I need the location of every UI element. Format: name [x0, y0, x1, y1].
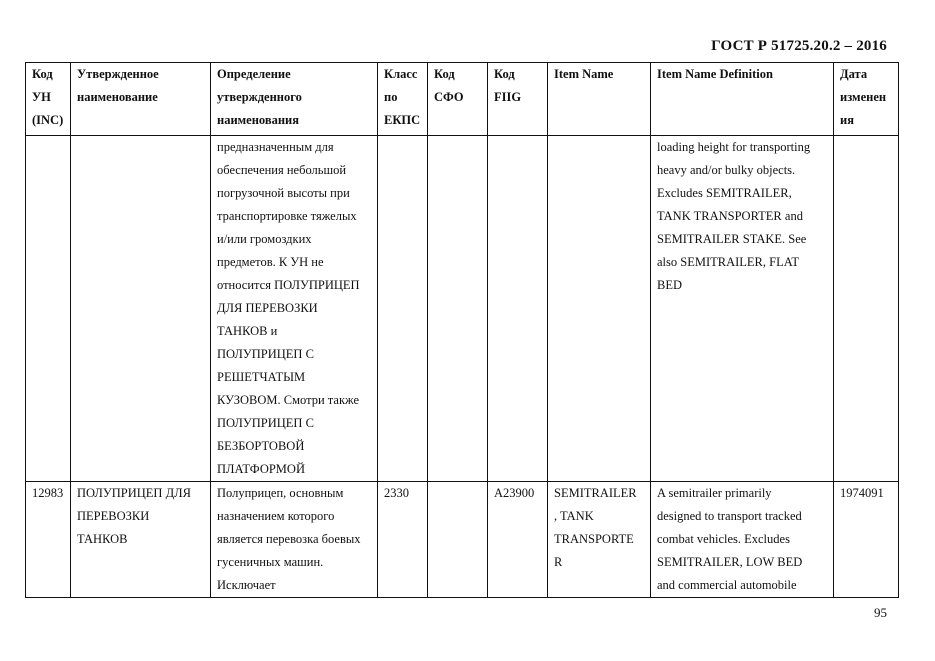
specification-table [25, 62, 899, 598]
cell-inc [26, 136, 71, 482]
cell-date [834, 136, 899, 482]
cell-item-name-definition: A semitrailer primarily designed to transport tracked combat vehicles. Excludes SEMITRAILER, LOW BED and commercial automobile [651, 482, 834, 598]
cell-fiig [488, 136, 548, 482]
cell-class [378, 136, 428, 482]
cell-date: 1974091 [834, 482, 899, 598]
header-definition: Определение утвержденного наименования [211, 63, 378, 136]
cell-fiig: A23900 [488, 482, 548, 598]
cell-sfo [428, 136, 488, 482]
table-row [26, 136, 899, 482]
cell-definition: Полуприцеп, основным назначением которого является перевозка боевых гусеничных машин. Исключает [211, 482, 378, 598]
table-row [26, 482, 899, 598]
cell-item-name [548, 136, 651, 482]
page-number: 95 [874, 605, 887, 620]
cell-item-name-definition: loading height for transporting heavy and/or bulky objects. Excludes SEMITRAILER, TANK TRANSPORTER and SEMITRAILER STAKE. See also SEMITRAILER, FLAT BED [651, 136, 834, 482]
header-date: Дата изменен ия [834, 63, 899, 136]
header-approved-name: Утвержденное наименование [71, 63, 211, 136]
header-sfo: Код СФО [428, 63, 488, 136]
header-item-name-definition: Item Name Definition [651, 63, 834, 136]
header-class: Класс по ЕКПС [378, 63, 428, 136]
header-fiig: Код FIIG [488, 63, 548, 136]
cell-item-name: SEMITRAILER , TANK TRANSPORTE R [548, 482, 651, 598]
cell-inc: 12983 [26, 482, 71, 598]
cell-approved-name [71, 136, 211, 482]
table-header-row [26, 63, 899, 136]
document-header: ГОСТ Р 51725.20.2 – 2016 [711, 38, 887, 54]
header-item-name: Item Name [548, 63, 651, 136]
cell-sfo [428, 482, 488, 598]
cell-definition: предназначенным для обеспечения небольшой погрузочной высоты при транспортировке тяжелых и/или громоздких предметов. К УН не относится ПОЛУПРИЦЕП ДЛЯ ПЕРЕВОЗКИ ТАНКОВ и ПОЛУПРИЦЕП С РЕШЕТЧАТЫМ КУЗОВОМ. Смотри также ПОЛУПРИЦЕП С БЕЗБОРТОВОЙ ПЛАТФОРМОЙ [211, 136, 378, 482]
header-inc: Код УН (INC) [26, 63, 71, 136]
cell-class: 2330 [378, 482, 428, 598]
cell-approved-name: ПОЛУПРИЦЕП ДЛЯ ПЕРЕВОЗКИ ТАНКОВ [71, 482, 211, 598]
